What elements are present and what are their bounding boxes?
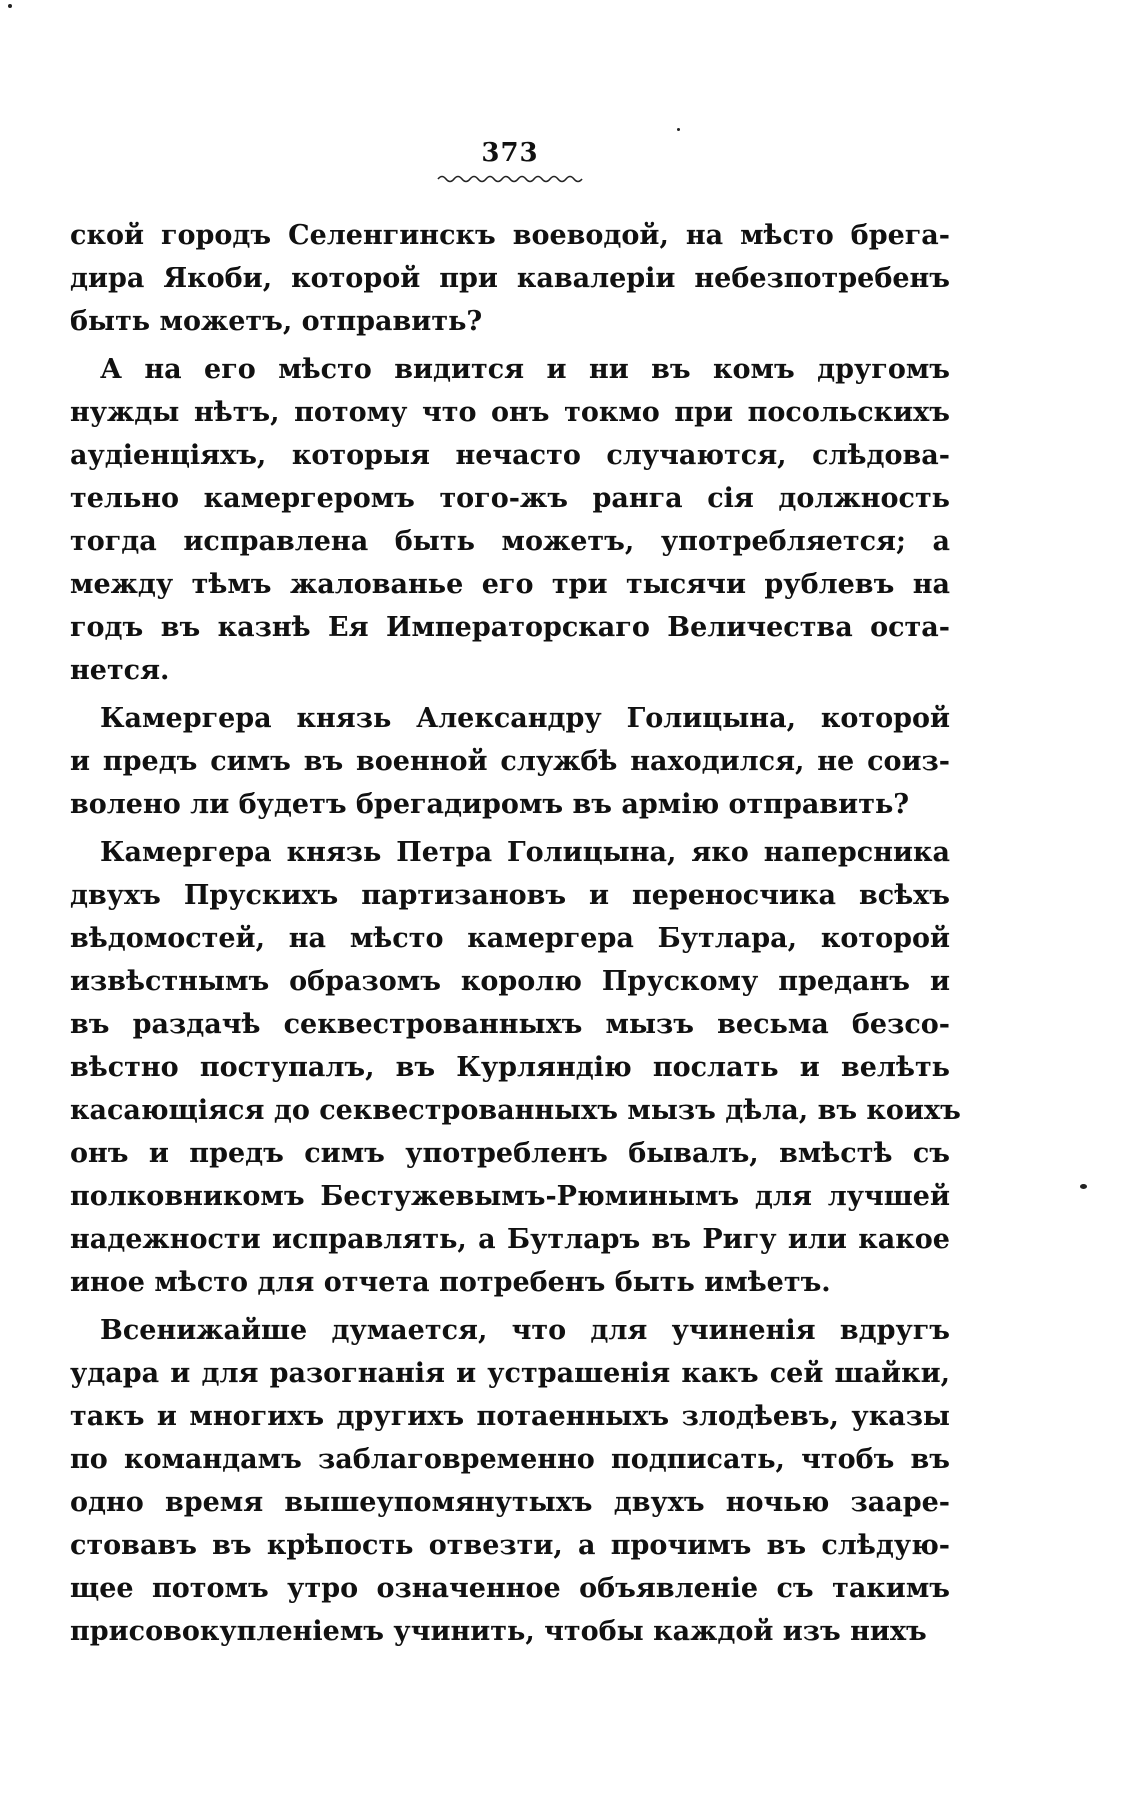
text-line: стовавъ въ крѣпость отвезти, а прочимъ въ слѣдую- (70, 1530, 950, 1561)
text-line: А на его мѣсто видится и ни въ комъ другомъ (100, 354, 950, 385)
ink-speck (677, 128, 680, 131)
text-line: нется. (70, 655, 170, 686)
text-line: Всенижайше думается, что для учиненія вдругъ (100, 1315, 950, 1346)
text-line: двухъ Прускихъ партизановъ и переносчика всѣхъ (70, 880, 950, 911)
text-line: щее потомъ утро означенное объявленіе съ такимъ (70, 1573, 950, 1604)
text-line: Камергера князь Александру Голицына, которой (100, 703, 950, 734)
text-line: надежности исправлять, а Бутларъ въ Ригу или какое (70, 1224, 950, 1255)
text-line: онъ и предъ симъ употребленъ бывалъ, вмѣстѣ съ (70, 1138, 950, 1169)
page-number: 373 (481, 138, 539, 168)
text-line: касающіяся до секвестрованныхъ мызъ дѣла, въ коихъ (70, 1095, 961, 1126)
text-line: вѣдомостей, на мѣсто камергера Бутлара, которой (70, 923, 950, 954)
paragraph (70, 214, 950, 343)
text-line: аудіенціяхъ, которыя нечасто случаются, слѣдова- (70, 440, 950, 471)
text-line: иное мѣсто для отчета потребенъ быть имѣетъ. (70, 1267, 831, 1298)
text-line: такъ и многихъ другихъ потаенныхъ злодѣевъ, указы (70, 1401, 950, 1432)
text-line: Камергера князь Петра Голицына, яко наперсника (100, 837, 950, 868)
text-line: нужды нѣтъ, потому что онъ токмо при посольскихъ (70, 397, 950, 428)
text-line: полковникомъ Бестужевымъ-Рюминымъ для лучшей (70, 1181, 950, 1212)
text-line: извѣстнымъ образомъ королю Прускому преданъ и (70, 966, 950, 997)
text-line: по командамъ заблаговременно подписать, чтобъ въ (70, 1444, 950, 1475)
text-line: ской городъ Селенгинскъ воеводой, на мѣсто брега- (70, 220, 950, 251)
paragraph (70, 348, 950, 692)
wavy-rule-ornament (436, 172, 584, 186)
paragraph (70, 831, 961, 1304)
text-line: тогда исправлена быть можетъ, употребляется; а (70, 526, 950, 557)
text-line: быть можетъ, отправить? (70, 306, 483, 337)
body-text (70, 214, 961, 1658)
text-line: годъ въ казнѣ Ея Императорскаго Величества оста- (70, 612, 950, 643)
text-line: въ раздачѣ секвестрованныхъ мызъ весьма безсо- (70, 1009, 950, 1040)
text-line: между тѣмъ жалованье его три тысячи рублевъ на (70, 569, 950, 600)
text-line: присовокупленіемъ учинить, чтобы каждой изъ нихъ (70, 1616, 927, 1647)
text-line: и предъ симъ въ военной службѣ находился, не соиз- (70, 746, 950, 777)
ink-speck (1080, 1184, 1087, 1189)
text-line: вѣстно поступалъ, въ Курляндію послать и велѣть (70, 1052, 950, 1083)
text-line: удара и для разогнанія и устрашенія какъ сей шайки, (70, 1358, 950, 1389)
paragraph (70, 697, 950, 826)
paragraph (70, 1309, 950, 1653)
ink-speck (8, 4, 12, 8)
text-line: дира Якоби, которой при кавалеріи небезпотребенъ (70, 263, 950, 294)
text-line: одно время вышеупомянутыхъ двухъ ночью зааре- (70, 1487, 950, 1518)
text-line: волено ли будетъ брегадиромъ въ армію отправить? (70, 789, 910, 820)
text-line: тельно камергеромъ того-жъ ранга сія должность (70, 483, 950, 514)
